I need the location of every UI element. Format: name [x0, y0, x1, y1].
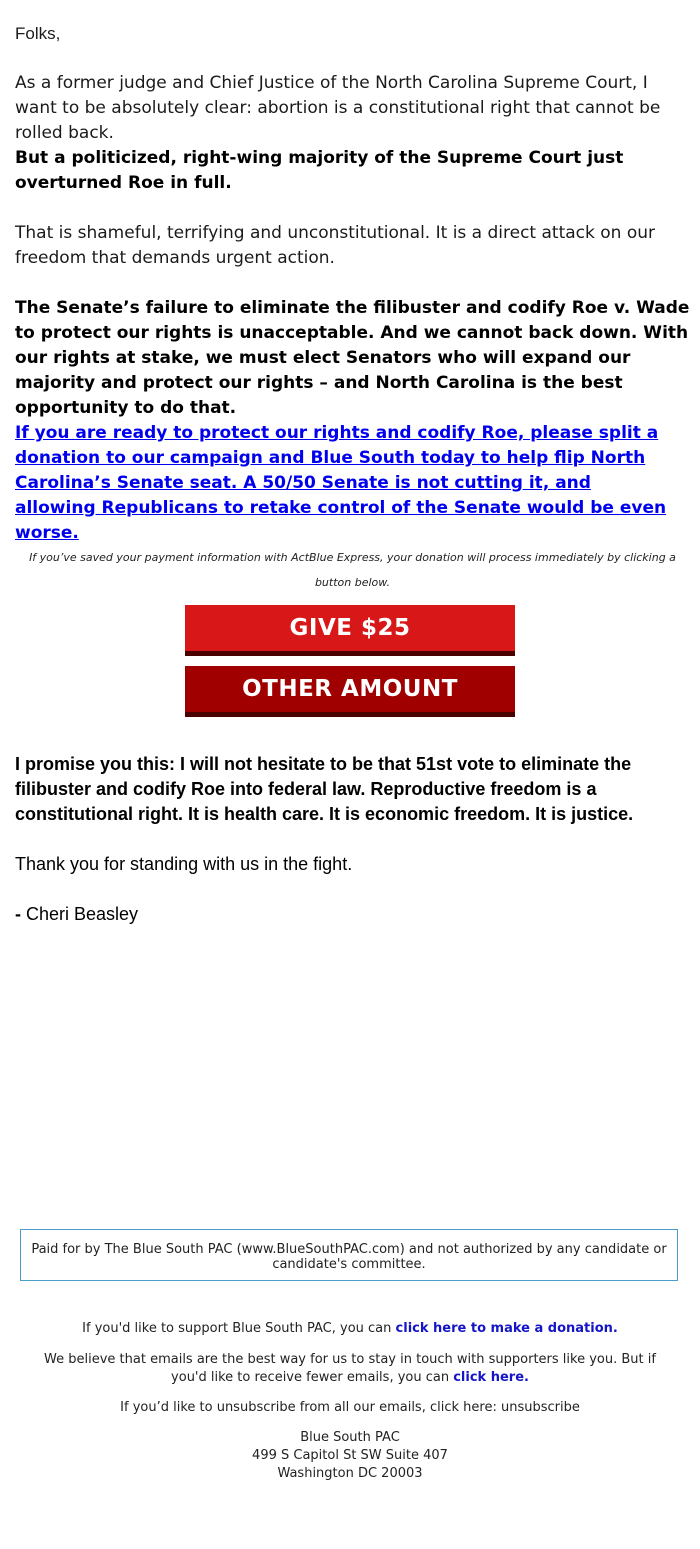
- paid-for-disclaimer: Paid for by The Blue South PAC (www.BlueSouthPAC.com) and not authorized by any candidate or candidate's committee.: [20, 1229, 678, 1281]
- footer-support-line: [20, 1320, 680, 1338]
- thanks-paragraph: Thank you for standing with us in the fight.: [15, 854, 353, 874]
- footer-donation-link[interactable]: click here to make a donation.: [395, 1321, 618, 1336]
- promise-paragraph: I promise you this: I will not hesitate to be that 51st vote to eliminate the filibuster and codify Roe into federal law. Reproductive freedom is a constitutional right. It is health care. It is economic freedom. It is justice.: [15, 754, 634, 824]
- footer-address: [20, 1429, 680, 1483]
- intro-paragraph: As a former judge and Chief Justice of the North Carolina Supreme Court, I want to be absolutely clear: abortion is a constitutional right that cannot be rolled back.: [15, 73, 661, 143]
- footer-org-name: Blue South PAC: [300, 1430, 400, 1445]
- footer-address-line2: Washington DC 20003: [277, 1466, 423, 1481]
- signature-dash: -: [15, 904, 26, 924]
- footer-unsubscribe-link[interactable]: unsubscribe: [500, 1400, 580, 1415]
- footer-support-text: If you'd like to support Blue South PAC, you can: [82, 1321, 396, 1336]
- greeting: Folks,: [15, 24, 61, 43]
- other-amount-button[interactable]: OTHER AMOUNT: [185, 666, 515, 717]
- actblue-express-note: If you’ve saved your payment information with ActBlue Express, your donation will process immediately by clicking a button below.: [29, 551, 676, 589]
- signature: [15, 902, 690, 927]
- footer-unsubscribe-line: [20, 1399, 680, 1417]
- footer-address-line1: 499 S Capitol St SW Suite 407: [252, 1448, 448, 1463]
- footer-fewer-emails-line: [20, 1351, 680, 1387]
- donate-cta-link[interactable]: If you are ready to protect our rights and codify Roe, please split a donation to our campaign and Blue South today to help flip North Carolina’s Senate seat. A 50/50 Senate is not cutting it, and allowing Republicans to retake control of the Senate would be even worse.: [15, 423, 667, 543]
- shameful-paragraph: That is shameful, terrifying and unconstitutional. It is a direct attack on our freedom that demands urgent action.: [15, 223, 656, 268]
- give-25-button[interactable]: GIVE $25: [185, 605, 515, 656]
- roe-overturned-paragraph: But a politicized, right-wing majority of the Supreme Court just overturned Roe in full.: [15, 148, 624, 193]
- footer-fewer-text: We believe that emails are the best way for us to stay in touch with supporters like you. But if you'd like to receive fewer emails, you can: [44, 1352, 656, 1385]
- footer-unsub-text: If you’d like to unsubscribe from all our emails, click here:: [120, 1400, 501, 1415]
- signature-name: Cheri Beasley: [26, 904, 139, 924]
- footer-fewer-emails-link[interactable]: click here.: [453, 1370, 529, 1385]
- senate-paragraph: The Senate’s failure to eliminate the filibuster and codify Roe v. Wade to protect our rights is unacceptable. And we cannot back down. With our rights at stake, we must elect Senators who will expand our majority and protect our rights – and North Carolina is the best opportunity to do that.: [15, 298, 690, 418]
